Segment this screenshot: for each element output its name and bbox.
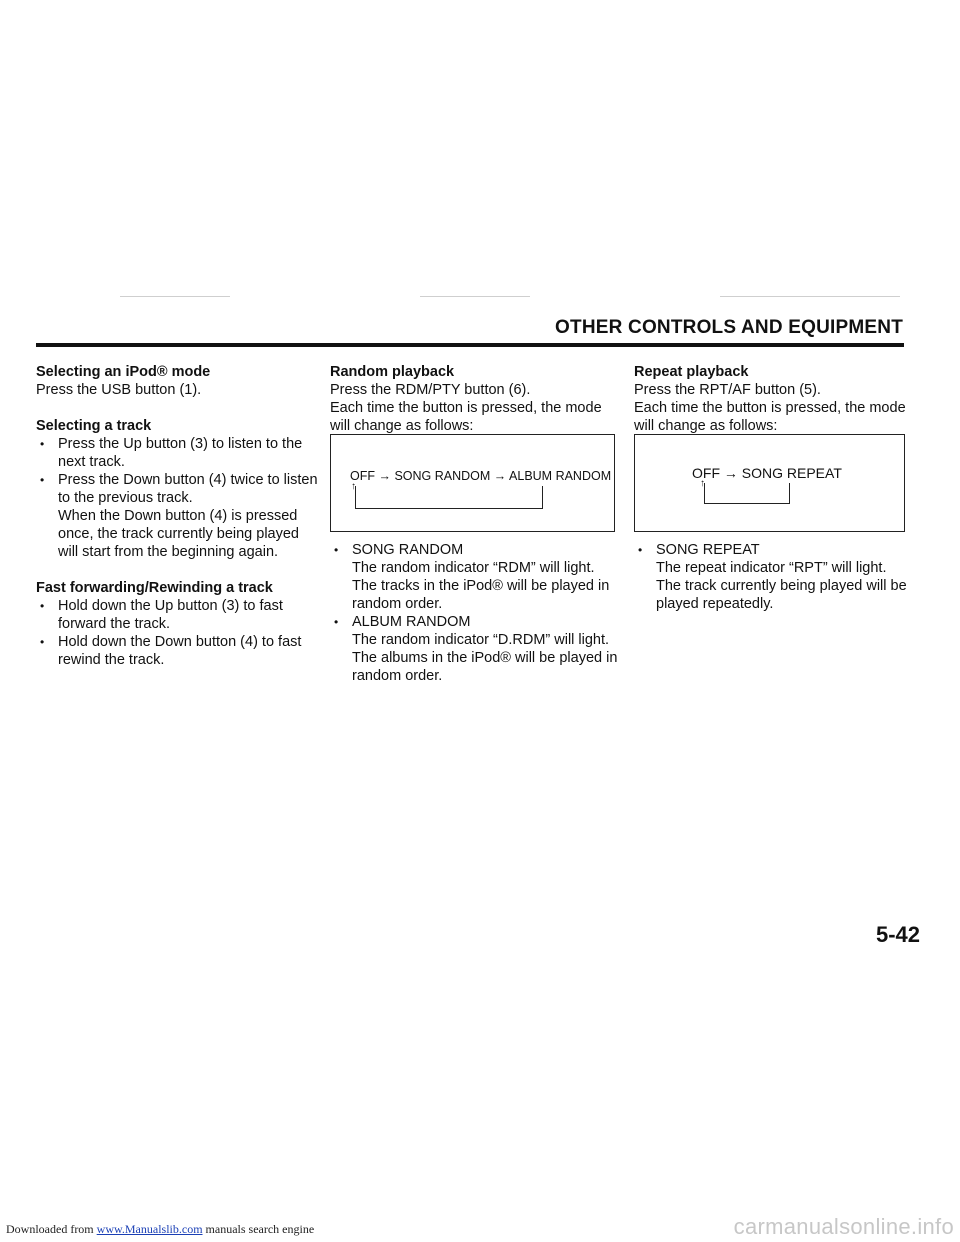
- bullet-fast-rewind: • Hold down the Down button (4) to fast rewind the track.: [36, 633, 322, 669]
- footer-prefix: Downloaded from: [6, 1222, 97, 1236]
- text-drdm-indicator: The random indicator “D.RDM” will light.: [352, 632, 610, 648]
- heading-fast-forward: Fast forwarding/Rewinding a track: [36, 580, 273, 596]
- heading-selecting-track: Selecting a track: [36, 418, 152, 434]
- heading-repeat-playback: Repeat playback: [634, 364, 749, 380]
- bullet-fast-forward: • Hold down the Up button (3) to fast forward the track.: [36, 597, 322, 633]
- manualslib-link[interactable]: www.Manualslib.com: [96, 1222, 203, 1236]
- scan-line: [720, 296, 900, 297]
- page-number: 5-42: [875, 922, 920, 947]
- bullet-album-random: • ALBUM RANDOM: [330, 613, 620, 631]
- column-repeat-bullets: [634, 541, 909, 613]
- scan-line: [120, 296, 230, 297]
- repeat-mode-sequence: OFF → SONG REPEAT: [692, 465, 842, 481]
- text-rpt-indicator: The repeat indicator “RPT” will light.: [656, 560, 887, 576]
- download-footer: [6, 1222, 314, 1237]
- text-mode-change-repeat: Each time the button is pressed, the mode will change as follows:: [634, 400, 906, 434]
- text-usb-button: Press the USB button (1).: [36, 382, 202, 398]
- loop-arrow: [355, 486, 543, 509]
- heading-random-playback: Random playback: [330, 364, 455, 380]
- bullet-song-random: • SONG RANDOM: [330, 541, 620, 559]
- scan-line: [420, 296, 530, 297]
- heading-ipod-mode: Selecting an iPod® mode: [36, 364, 211, 380]
- watermark: carmanualsonline.info: [733, 1214, 954, 1239]
- text-played-repeatedly: The track currently being played will be played repeatedly.: [656, 578, 907, 612]
- bullet-down-button: • Press the Down button (4) twice to listen to the previous track.: [36, 471, 322, 507]
- random-mode-diagram: [330, 434, 615, 532]
- repeat-mode-diagram: [634, 434, 905, 532]
- bullet-up-button: • Press the Up button (3) to listen to the next track.: [36, 435, 322, 471]
- footer-suffix: manuals search engine: [202, 1222, 315, 1236]
- text-rpt-button: Press the RPT/AF button (5).: [634, 382, 821, 398]
- column-random-playback: [330, 363, 616, 435]
- text-rdm-button: Press the RDM/PTY button (6).: [330, 382, 531, 398]
- header-rule: [36, 343, 904, 347]
- column-ipod-mode: [36, 363, 322, 669]
- random-mode-sequence: OFF → SONG RANDOM → ALBUM RANDOM: [350, 469, 612, 483]
- bullet-song-repeat: • SONG REPEAT: [634, 541, 909, 559]
- section-title: OTHER CONTROLS AND EQUIPMENT: [555, 317, 903, 338]
- text-albums-random: The albums in the iPod® will be played in random order.: [352, 650, 618, 684]
- text-tracks-random: The tracks in the iPod® will be played in random order.: [352, 578, 610, 612]
- text-rdm-indicator: The random indicator “RDM” will light.: [352, 560, 595, 576]
- text-down-once: When the Down button (4) is pressed once, the track currently being played will start from the beginning again.: [58, 508, 299, 560]
- column-repeat-playback: [634, 363, 909, 435]
- text-mode-change: Each time the button is pressed, the mode will change as follows:: [330, 400, 602, 434]
- loop-arrow-repeat: [704, 483, 790, 504]
- arrow-up-icon: ↑: [351, 481, 356, 492]
- column-random-bullets: [330, 541, 620, 685]
- arrow-up-icon: ↑: [700, 478, 705, 489]
